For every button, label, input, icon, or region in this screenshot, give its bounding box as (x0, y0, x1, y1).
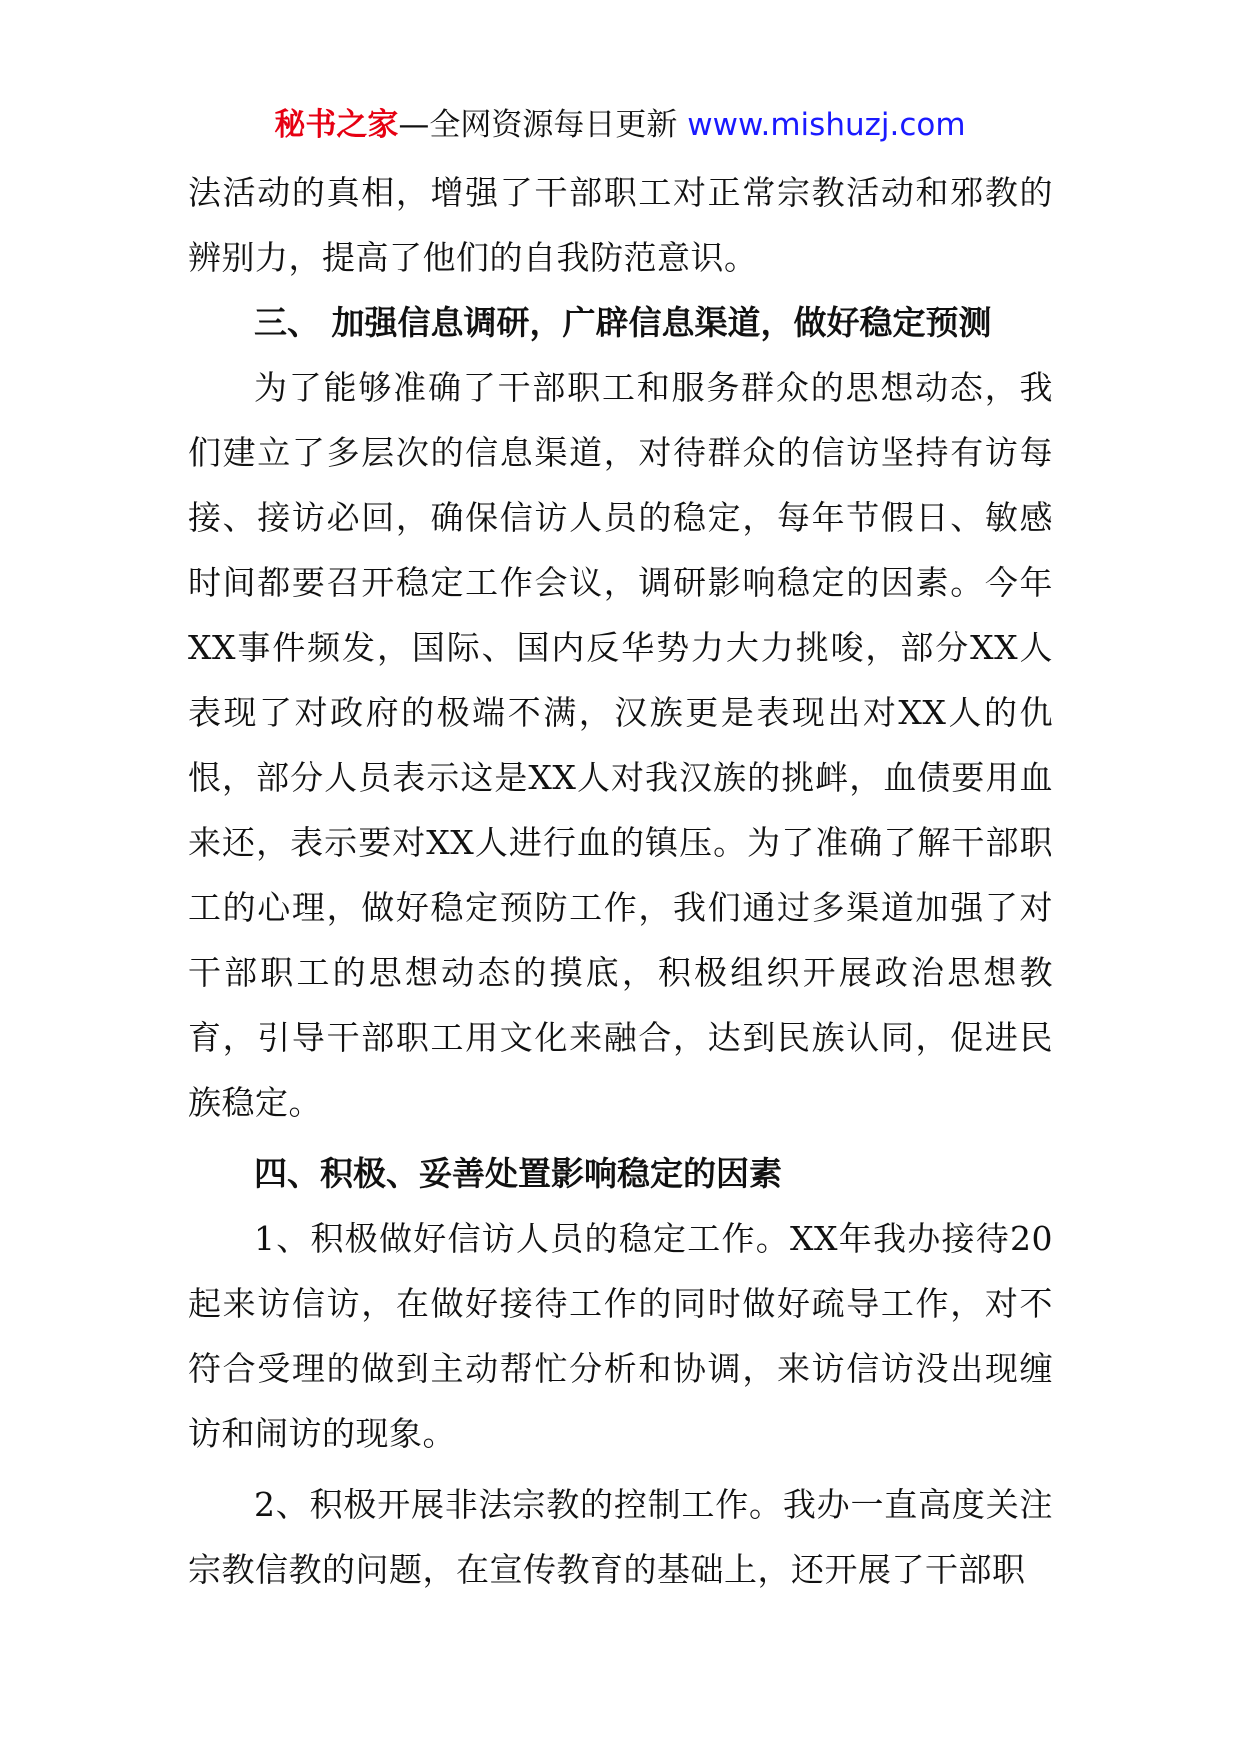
header-url: www.mishuzj.com (687, 107, 966, 143)
page-header (0, 98, 1240, 152)
section-heading-3: 三、 加强信息调研，广辟信息渠道，做好稳定预测 (254, 303, 992, 342)
paragraph-item-2: 2、积极开展非法宗教的控制工作。我办一直高度关注宗教信教的问题，在宣传教育的基础上，还开展了干部职 (188, 1485, 1053, 1589)
header-brand: 秘书之家 (274, 107, 399, 143)
paragraph-item-1: 1、积极做好信访人员的稳定工作。XX年我办接待20起来访信访，在做好接待工作的同时做好疏导工作，对不符合受理的做到主动帮忙分析和协调，来访信访没出现缠访和闹访的现象。 (188, 1219, 1053, 1453)
section-heading-4: 四、积极、妥善处置影响稳定的因素 (254, 1154, 782, 1193)
header-tagline: —全网资源每日更新 (398, 107, 688, 143)
paragraph-continuation: 法活动的真相，增强了干部职工对正常宗教活动和邪教的辨别力，提高了他们的自我防范意识。 (188, 173, 1053, 277)
document-body (188, 160, 1053, 1602)
paragraph-info-channels: 为了能够准确了干部职工和服务群众的思想动态，我们建立了多层次的信息渠道，对待群众的信访坚持有访每接、接访必回，确保信访人员的稳定，每年节假日、敏感时间都要召开稳定工作会议，调研影响稳定的因素。今年XX事件频发，国际、国内反华势力大力挑唆，部分XX人表现了对政府的极端不满，汉族更是表现出对XX人的仇恨，部分人员表示这是XX人对我汉族的挑衅，血债要用血来还，表示要对XX人进行血的镇压。为了准确了解干部职工的心理，做好稳定预防工作，我们通过多渠道加强了对干部职工的思想动态的摸底，积极组织开展政治思想教育，引导干部职工用文化来融合，达到民族认同，促进民族稳定。 (188, 368, 1053, 1122)
